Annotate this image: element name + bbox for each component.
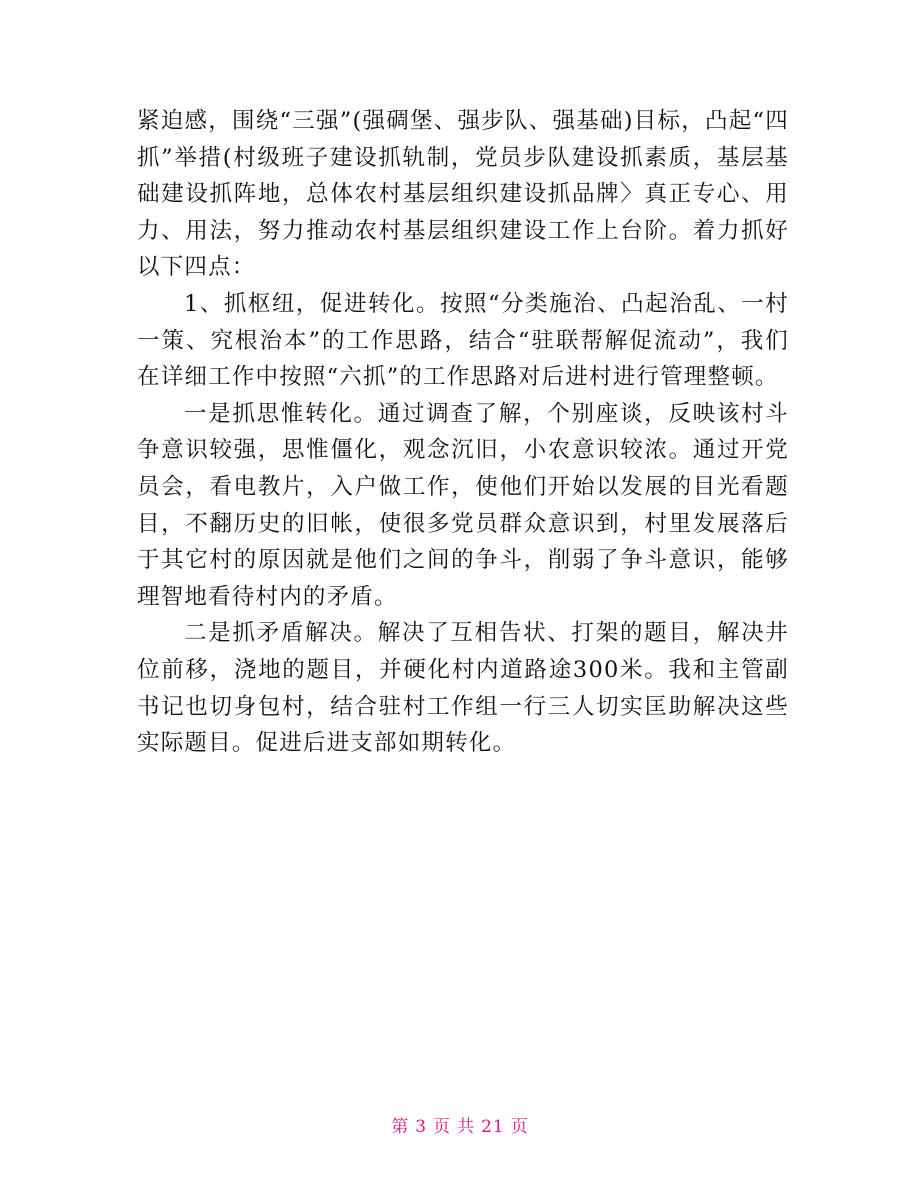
page-footer (0, 1112, 920, 1137)
footer-prefix: 第 (391, 1117, 410, 1137)
footer-total-prefix: 共 (457, 1117, 476, 1137)
document-body (137, 103, 789, 762)
footer-page-unit: 页 (433, 1117, 452, 1137)
paragraph-thought-transformation: 一是抓思惟转化。通过调查了解，个别座谈，反映该村斗争意识较强，思惟僵化，观念沉旧，小农意识较浓。通过开党员会，看电教片，入户做工作，使他们开始以发展的目光看题目，不翻历史的旧帐，使很多党员群众意识到，村里发展落后于其它村的原因就是他们之间的争斗，削弱了争斗意识，能够理智地看待村内的矛盾。 (137, 400, 789, 610)
paragraph-section-1: 1、抓枢纽，促进转化。按照“分类施治、凸起治乱、一村一策、究根治本”的工作思路，结合“驻联帮解促流动”，我们在详细工作中按照“六抓”的工作思路对后进村进行管理整顿。 (137, 290, 789, 391)
paragraph-intro: 紧迫感，围绕“三强”(强碉堡、强步队、强基础)目标，凸起“四抓”举措(村级班子建设抓轨制，党员步队建设抓素质，基层基础建设抓阵地，总体农村基层组织建设抓品牌〉真正专心、用力、用法，努力推动农村基层组织建设工作上台阶。着力抓好以下四点： (137, 108, 789, 281)
paragraph-conflict-resolution: 二是抓矛盾解决。解决了互相告状、打架的题目，解决井位前移，浇地的题目，并硬化村内道路途300米。我和主管副书记也切身包村，结合驻村工作组一行三人切实匡助解决这些实际题目。促进后进支部如期转化。 (137, 620, 789, 757)
footer-suffix: 页 (510, 1117, 529, 1137)
footer-total-pages: 21 (481, 1117, 505, 1137)
footer-current-page: 3 (415, 1117, 428, 1137)
